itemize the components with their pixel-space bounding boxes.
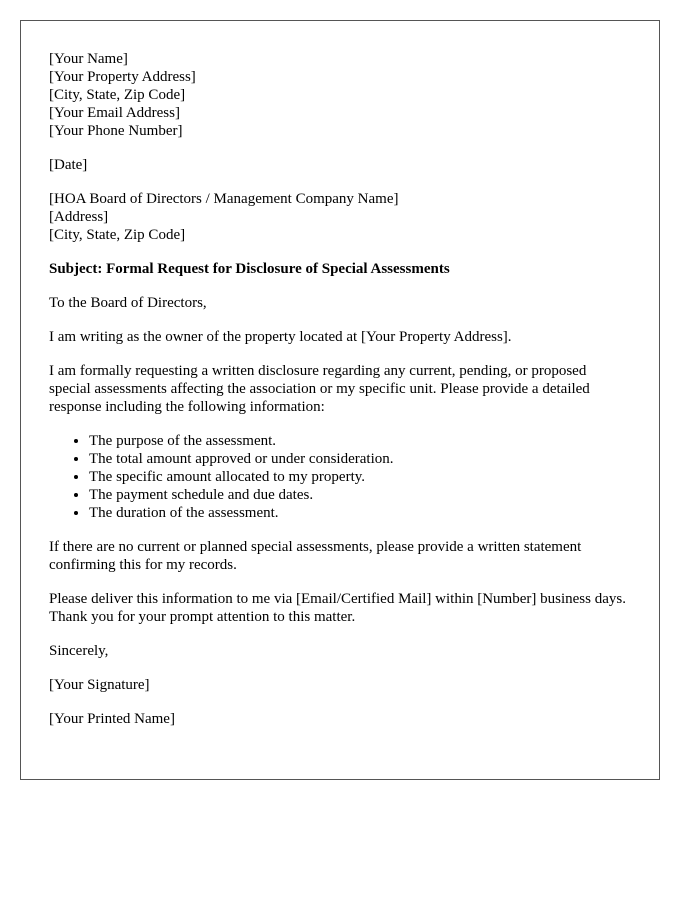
letter-page (20, 20, 660, 780)
subject-line: Subject: Formal Request for Disclosure of Special Assessments (49, 261, 450, 277)
sender-phone: [Your Phone Number] (49, 123, 183, 139)
list-item: • The duration of the assessment. (89, 504, 631, 522)
list-item: • The payment schedule and due dates. (89, 486, 631, 504)
signature-placeholder: [Your Signature] (49, 677, 150, 693)
sender-name: [Your Name] (49, 51, 128, 67)
closing: Sincerely, (49, 643, 109, 659)
sender-address: [Your Property Address] (49, 69, 196, 85)
date-block (49, 156, 631, 174)
recipient-name: [HOA Board of Directors / Management Company Name] (49, 191, 399, 207)
sender-city-state-zip: [City, State, Zip Code] (49, 87, 186, 103)
requested-items-list (49, 432, 631, 522)
recipient-address: [Address] (49, 209, 109, 225)
delivery-paragraph: Please deliver this information to me via [Email/Certified Mail] within [Number] business days. Thank you for your prompt attention to this matter. (49, 591, 626, 625)
recipient-city-state-zip: [City, State, Zip Code] (49, 227, 186, 243)
intro-paragraph: I am writing as the owner of the property located at [Your Property Address]. (49, 329, 512, 345)
letter-date: [Date] (49, 157, 88, 173)
no-assessments-paragraph: If there are no current or planned special assessments, please provide a written statement confirming this for my records. (49, 539, 582, 573)
printed-name-placeholder: [Your Printed Name] (49, 711, 175, 727)
request-paragraph: I am formally requesting a written disclosure regarding any current, pending, or proposed special assessments affecting the association or my specific unit. Please provide a detailed response including the following information: (49, 363, 590, 415)
sender-email: [Your Email Address] (49, 105, 180, 121)
salutation: To the Board of Directors, (49, 295, 207, 311)
list-item: • The specific amount allocated to my property. (89, 468, 631, 486)
list-item: • The total amount approved or under consideration. (89, 450, 631, 468)
sender-block (49, 50, 631, 140)
recipient-block (49, 190, 631, 244)
list-item: • The purpose of the assessment. (89, 432, 631, 450)
